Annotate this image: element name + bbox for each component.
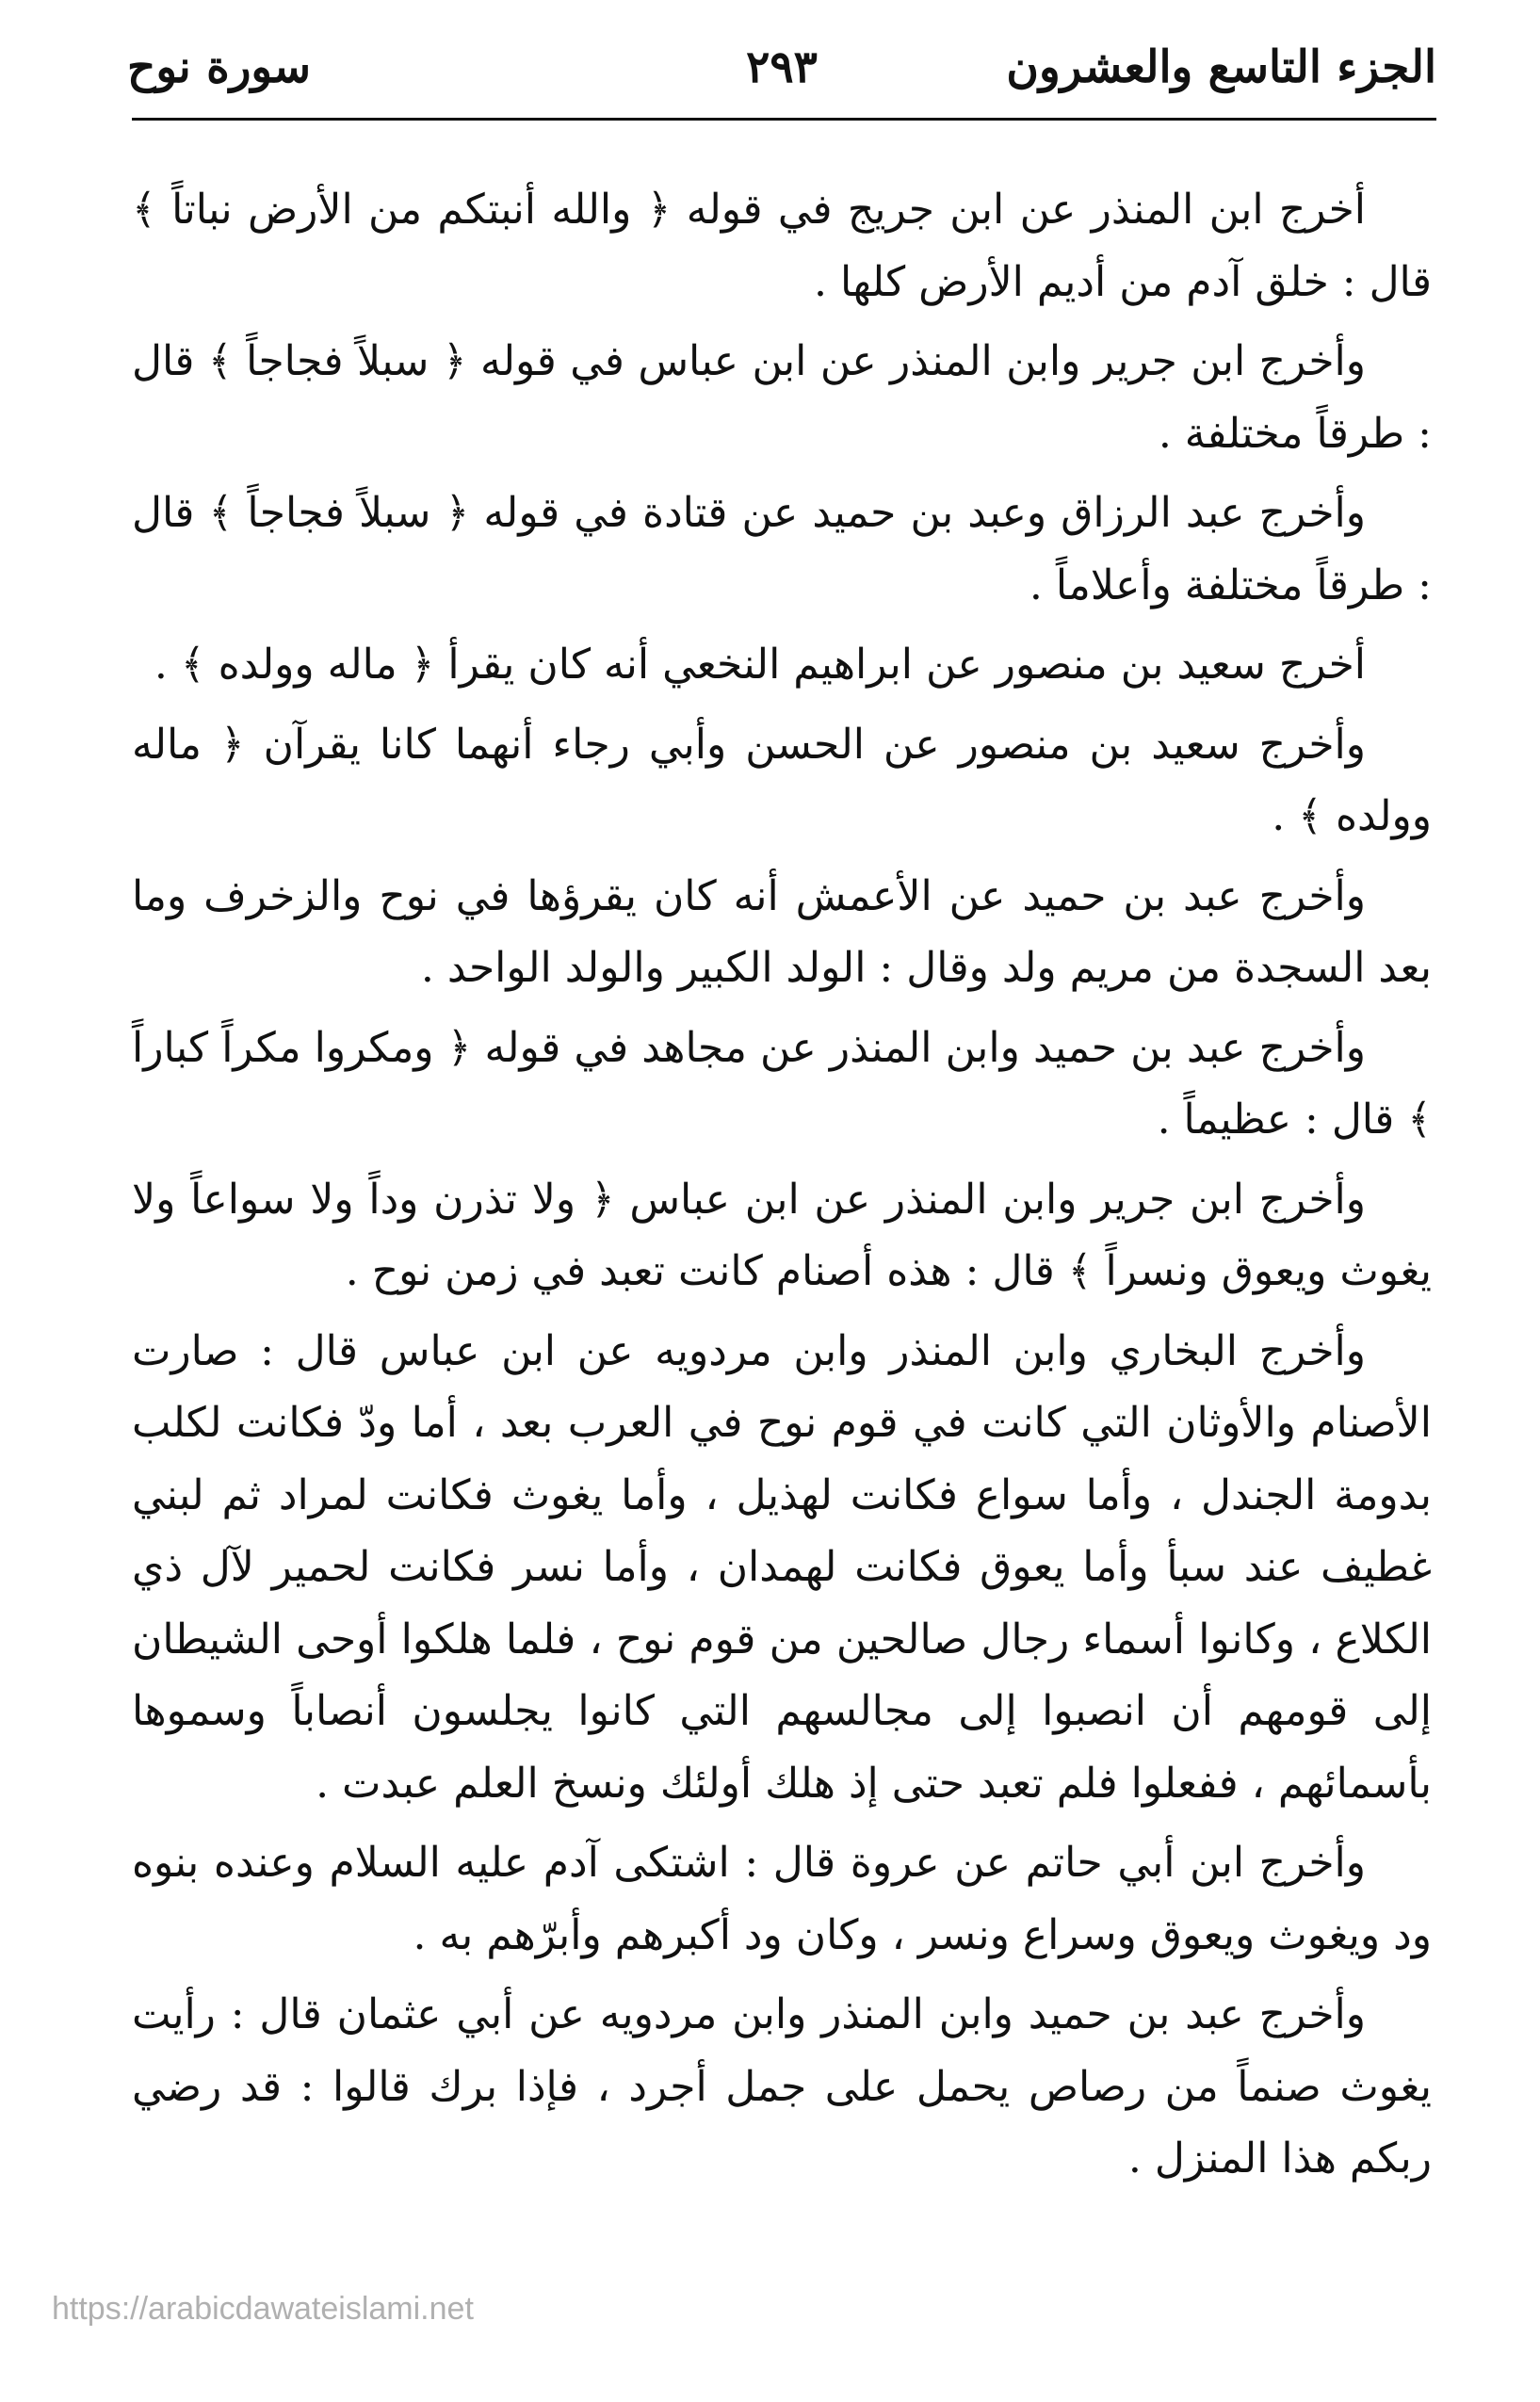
paragraph: أخرج ابن المنذر عن ابن جريج في قوله ﴿ والله أنبتكم من الأرض نباتاً ﴾ قال : خلق آدم من أديم الأرض كلها . [132,186,1432,306]
paragraph: وأخرج ابن أبي حاتم عن عروة قال : اشتكى آدم عليه السلام وعنده بنوه ود ويغوث ويعوق وسراع ونسر ، وكان ود أكبرهم وأبرّهم به . [132,1839,1432,1959]
paragraph: وأخرج عبد الرزاق وعبد بن حميد عن قتادة في قوله ﴿ سبلاً فجاجاً ﴾ قال : طرقاً مختلفة وأعلاماً . [132,489,1432,609]
page-number: ٢٩٣ [746,41,818,93]
paragraph: أخرج سعيد بن منصور عن ابراهيم النخعي أنه كان يقرأ ﴿ ماله وولده ﴾ . [154,641,1366,689]
paragraph: وأخرج ابن جرير وابن المنذر عن ابن عباس في قوله ﴿ سبلاً فجاجاً ﴾ قال : طرقاً مختلفة . [132,337,1432,458]
paragraph: وأخرج عبد بن حميد وابن المنذر وابن مردويه عن أبي عثمان قال : رأيت يغوث صنماً من رصاص يحمل على جمل أجرد ، فإذا برك قالوا : قد رضي ربكم هذا المنزل . [132,1990,1432,2183]
watermark-url: https://arabicdawateislami.net [52,2291,474,2327]
paragraph: وأخرج عبد بن حميد عن الأعمش أنه كان يقرؤها في نوح والزخرف وما بعد السجدة من مريم ولد وقال : الولد الكبير والولد الواحد . [132,871,1432,992]
paragraph: وأخرج ابن جرير وابن المنذر عن ابن عباس ﴿ ولا تذرن وداً ولا سواعاً ولا يغوث ويعوق ونسراً ﴾ قال : هذه أصنام كانت تعبد في زمن نوح . [132,1175,1432,1295]
running-head-juz: الجزء التاسع والعشرون [1006,41,1436,93]
header-rule [132,118,1436,121]
running-head-surah: سورة نوح [127,41,312,93]
page-header [127,26,1436,109]
page-body [132,174,1432,2203]
paragraph: وأخرج البخاري وابن المنذر وابن مردويه عن ابن عباس قال : صارت الأصنام والأوثان التي كانت في قوم نوح في العرب بعد ، أما ودّ فكانت لكلب بدومة الجندل ، وأما سواع فكانت لهذيل ، وأما يغوث فكانت لمراد ثم لبني غطيف عند سبأ وأما يعوق فكانت لهمدان ، وأما نسر فكانت لحمير لآل ذي الكلاع ، وكانوا أسماء رجال صالحين من قوم نوح ، فلما هلكوا أوحى الشيطان إلى قومهم أن انصبوا إلى مجالسهم التي كانوا يجلسون أنصاباً وسموها بأسمائهم ، ففعلوا فلم تعبد حتى إذ هلك أولئك ونسخ العلم عبدت . [132,1326,1432,1808]
paragraph: وأخرج سعيد بن منصور عن الحسن وأبي رجاء أنهما كانا يقرآن ﴿ ماله وولده ﴾ . [132,720,1432,840]
paragraph: وأخرج عبد بن حميد وابن المنذر عن مجاهد في قوله ﴿ ومكروا مكراً كباراً ﴾ قال : عظيماً . [132,1023,1432,1144]
